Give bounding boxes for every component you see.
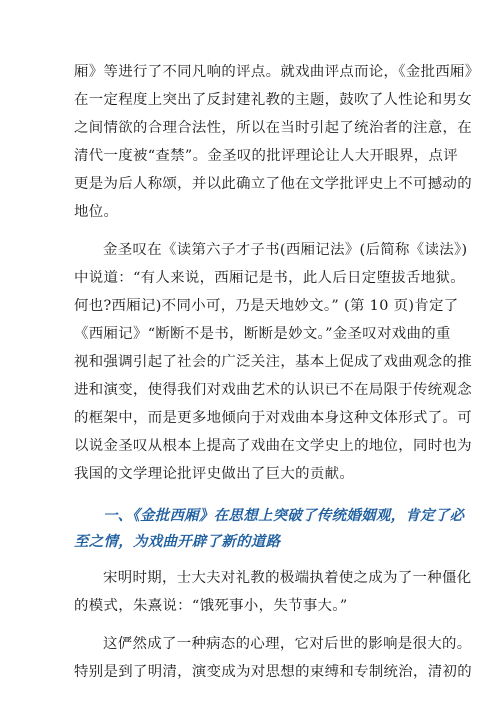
heading-line: 至之情，为戏曲开辟了新的道路: [74, 533, 281, 550]
paragraph-line: 进和演变，使得我们对戏曲艺术的认识已不在局限于传统观念: [74, 382, 472, 398]
paragraph-line: 地位。: [74, 204, 119, 220]
paragraph-line: 之间情欲的合理合法性，所以在当时引起了统治者的注意，在: [74, 120, 472, 136]
heading-line: 一、《金批西厢》在思想上突破了传统婚姻观，肯定了必: [103, 507, 465, 524]
paragraph-line: 清代一度被“查禁”。金圣叹的批评理论让人大开眼界，点评: [74, 148, 458, 164]
paragraph-line: 的框架中，而是更多地倾向于对戏曲本身这种文体形式了。可: [74, 410, 472, 426]
paragraph-line: 这俨然成了一种病态的心理，它对后世的影响是很大的。: [103, 636, 472, 652]
paragraph-line: 特别是到了明清，演变成为对思想的束缚和专制统治，清初的: [74, 664, 472, 680]
paragraph-line: 的模式，朱熹说：“饿死事小，失节事大。”: [74, 598, 348, 614]
paragraph-line: 《西厢记》“断断不是书，断断是妙文。”金圣叹对戏曲的重: [74, 326, 451, 342]
paragraph-line: 金圣叹在《读第六子才子书(西厢记法》(后简称《读法》): [103, 242, 468, 258]
paragraph-line: 更是为后人称颂，并以此确立了他在文学批评史上不可撼动的: [74, 176, 472, 192]
paragraph-line: 厢》等进行了不同凡响的评点。就戏曲评点而论，《金批西厢》: [74, 64, 480, 80]
paragraph-line: 我国的文学理论批评史做出了巨大的贡献。: [74, 466, 355, 482]
paragraph-line: 在一定程度上突出了反封建礼教的主题，鼓吹了人性论和男女: [74, 92, 472, 108]
paragraph-line: 以说金圣叹从根本上提高了戏曲在文学史上的地位，同时也为: [74, 438, 472, 454]
paragraph-line: 何也?西厢记)不同小可，乃是天地妙文。” (第 10 页)肯定了: [74, 298, 459, 314]
paragraph-line: 中说道：“有人来说，西厢记是书，此人后日定堕拔舌地狱。: [74, 270, 465, 286]
paragraph-line: 视和强调引起了社会的广泛关注，基本上促成了戏曲观念的推: [74, 354, 472, 370]
paragraph-line: 宋明时期，士大夫对礼教的极端执着使之成为了一种僵化: [103, 570, 472, 586]
